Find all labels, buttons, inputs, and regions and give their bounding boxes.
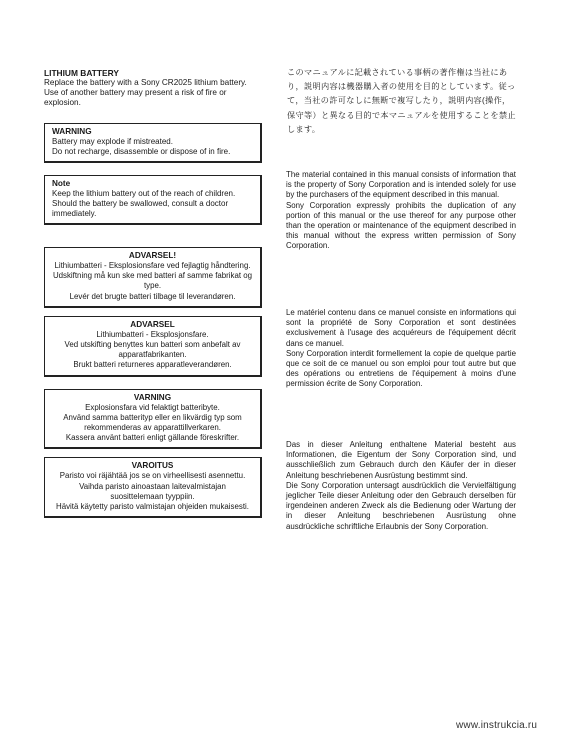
note-text: Keep the lithium battery out of the reach of children. Should the battery be swallowed, consult a doctor immediately. xyxy=(52,189,236,218)
french-paragraph: Sony Corporation interdit formellement la copie de quelque partie que ce soit de ce manuel ou son emploi pour tout autre but que des opérations ou entretiens de l'équipement à moins d'une permission écrite de Sony Corporation. xyxy=(286,348,516,389)
advarsel-norwegian-box xyxy=(44,316,262,377)
lithium-battery-text: Replace the battery with a Sony CR2025 lithium battery. Use of another battery may present a risk of fire or explosion. xyxy=(44,78,247,107)
warning-title: WARNING xyxy=(52,127,92,136)
advarsel-danish-title: ADVARSEL! xyxy=(128,251,177,260)
english-paragraph: Sony Corporation expressly prohibits the duplication of any portion of this manual or the use thereof for any purpose other than the operation or maintenance of the equipment described in this manual without the express written permission of Sony Corporation. xyxy=(286,200,516,251)
advarsel-norwegian-title: ADVARSEL xyxy=(130,319,175,329)
warning-box xyxy=(44,123,262,163)
left-column xyxy=(44,68,262,518)
advarsel-danish-box xyxy=(44,247,262,308)
advarsel-danish-line: Lithiumbatteri - Eksplosionsfare ved fejlagtig håndtering. xyxy=(54,261,251,270)
varning-swedish-line: Använd samma batterityp eller en likvärdig typ som rekommenderas av apparattillverkaren. xyxy=(63,412,242,433)
advarsel-danish-line: Levér det brugte batteri tilbage til leverandøren. xyxy=(69,291,236,301)
note-title: Note xyxy=(52,179,71,188)
note-box xyxy=(44,175,262,225)
varoitus-finnish-title: VAROITUS xyxy=(131,461,174,471)
varning-swedish-box xyxy=(44,389,262,450)
varning-swedish-line: Explosionsfara vid felaktigt batteribyte. xyxy=(85,402,220,412)
advarsel-norwegian-line: Brukt batteri returneres apparatleverandøren. xyxy=(73,360,232,370)
advarsel-norwegian-line: Ved utskifting benyttes kun batteri som anbefalt av apparatfabrikanten. xyxy=(64,340,241,360)
varning-swedish-title: VARNING xyxy=(133,392,172,402)
lithium-battery-title: LITHIUM BATTERY xyxy=(44,68,119,78)
advarsel-danish-line: Udskiftning må kun ske med batteri af samme fabrikat og type. xyxy=(52,271,253,291)
varning-swedish-line: Kassera använt batteri enligt gällande föreskrifter. xyxy=(65,433,240,443)
german-paragraph: Das in dieser Anleitung enthaltene Material besteht aus Informationen, die Eigentum der Sony Corporation sind, und ausschließlich zum Gebrauch durch den Käufer der in dieser Anleitung beschriebenen Ausrüstung bestimmt sind. xyxy=(286,440,516,480)
lithium-battery-section xyxy=(44,68,262,108)
french-paragraph: Le matériel contenu dans ce manuel consiste en informations qui sont la propriété de Sony Corporation et sont destinées exclusivement à l'usage des acquéreurs de l'équipement décrit dans ce manuel. xyxy=(286,308,516,348)
varoitus-finnish-line: Paristo voi räjähtää jos se on virheellisesti asennettu. xyxy=(59,471,246,481)
german-paragraph: Die Sony Corporation untersagt ausdrücklich die Vervielfältigung jeglicher Teile dieser Anleitung oder den Gebrauch derselben für irgendeinen anderen Zweck als die Bedienung oder Wartung der in dieser Anleitung beschriebenen Ausrüstung ohne ausdrückliche schriftliche Erlaubnis der Sony Corporation. xyxy=(286,480,516,531)
varoitus-finnish-line: Vaihda paristo ainoastaan laitevalmistajan suosittelemaan tyyppiin. xyxy=(79,481,226,501)
warning-line: Battery may explode if mistreated. xyxy=(52,137,173,146)
german-copyright-notice xyxy=(286,440,516,532)
varoitus-finnish-box xyxy=(44,457,262,518)
english-paragraph: The material contained in this manual consists of information that is the property of Sony Corporation and is intended solely for use by the purchasers of the equipment described in this manual. xyxy=(286,170,516,200)
english-copyright-notice xyxy=(286,170,516,252)
varoitus-finnish-line: Hävitä käytetty paristo valmistajan ohjeiden mukaisesti. xyxy=(56,502,249,512)
footer-watermark-url: www.instrukcia.ru xyxy=(456,720,538,731)
japanese-copyright-notice: このマニュアルに記載されている事柄の著作権は当社にあり，説明内容は機器購入者の使用を目的としています。従って，当社の許可なしに無断で複写したり，説明内容(操作，保守等）と異なる目的で本マニュアルを使用することを禁止します。 xyxy=(287,68,516,134)
french-copyright-notice xyxy=(286,308,516,390)
advarsel-norwegian-line: Lithiumbatteri - Eksplosjonsfare. xyxy=(96,329,209,339)
warning-line: Do not recharge, disassemble or dispose of in fire. xyxy=(52,147,231,156)
